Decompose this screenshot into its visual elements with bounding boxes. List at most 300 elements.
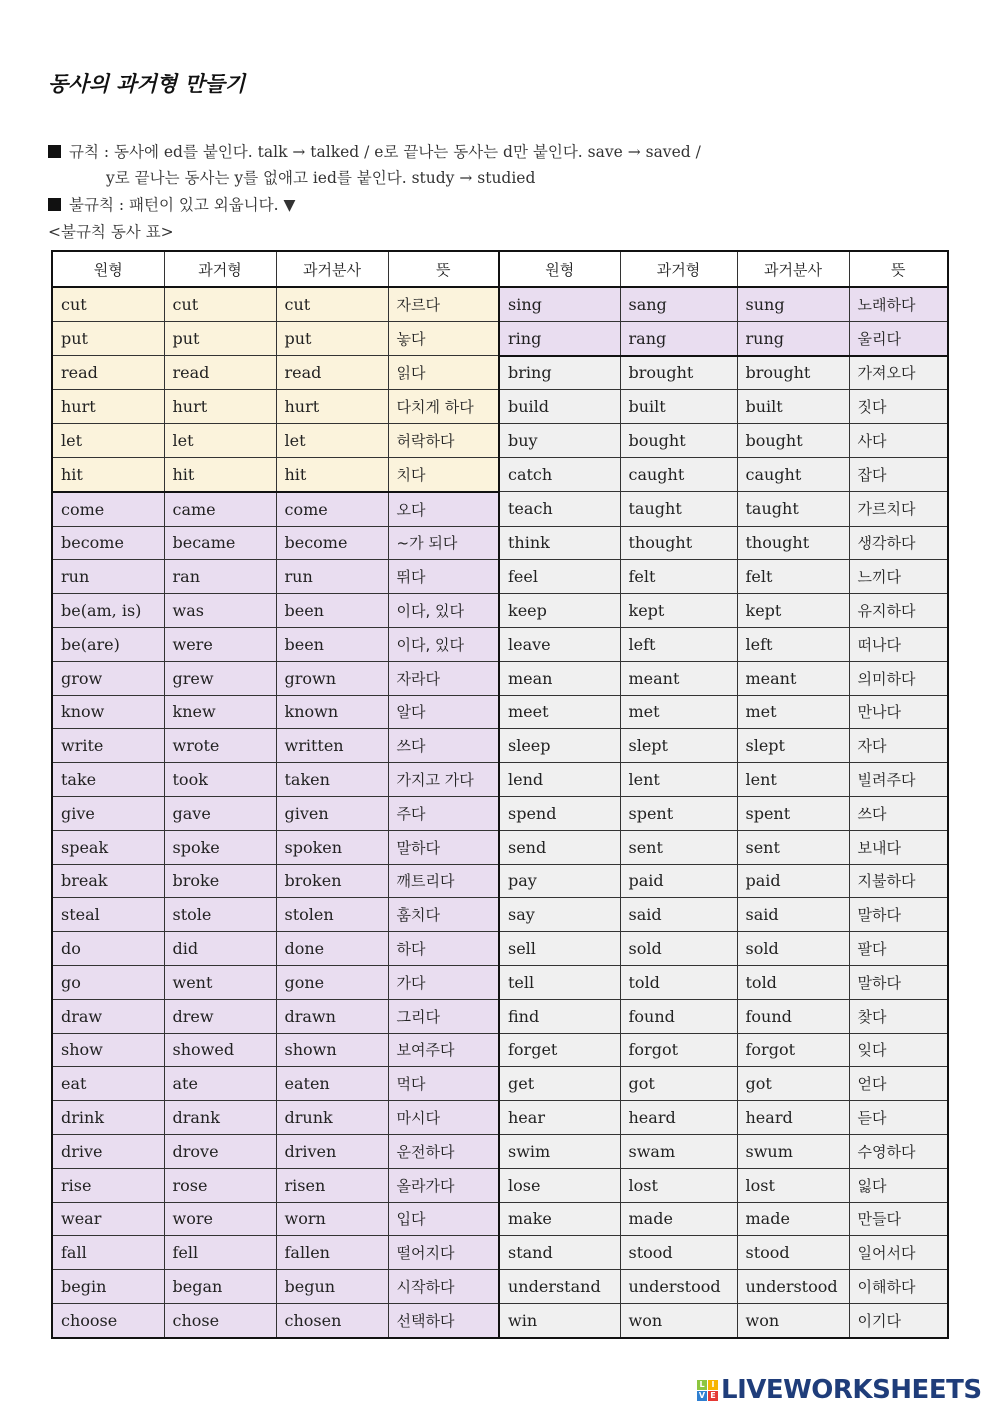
irregular-rule (48, 193, 295, 215)
table-row (52, 424, 948, 458)
verb-cell: hurt (164, 390, 276, 424)
verb-cell: given (276, 796, 388, 830)
verb-cell: become (276, 526, 388, 560)
table-row (52, 1236, 948, 1270)
meaning-cell: 잡다 (849, 457, 948, 491)
verb-cell: chose (164, 1303, 276, 1337)
meaning-cell: 치다 (388, 457, 499, 491)
verb-cell: paid (620, 864, 737, 898)
meaning-cell: 가지고 가다 (388, 763, 499, 797)
column-header: 과거분사 (737, 251, 849, 287)
verb-cell: read (52, 356, 164, 390)
verb-cell: let (276, 424, 388, 458)
verb-cell: begun (276, 1270, 388, 1304)
column-header: 뜻 (388, 251, 499, 287)
verb-cell: speak (52, 830, 164, 864)
verb-cell: known (276, 695, 388, 729)
verb-cell: drank (164, 1101, 276, 1135)
verb-cell: take (52, 763, 164, 797)
verb-cell: brought (737, 356, 849, 390)
meaning-cell: 오다 (388, 492, 499, 526)
verb-cell: said (620, 898, 737, 932)
verb-cell: find (499, 999, 620, 1033)
verb-cell: get (499, 1067, 620, 1101)
table-row (52, 898, 948, 932)
verb-cell: buy (499, 424, 620, 458)
verb-cell: meant (737, 661, 849, 695)
verb-cell: began (164, 1270, 276, 1304)
table-row (52, 287, 948, 321)
verb-cell: rang (620, 321, 737, 355)
verb-cell: sleep (499, 729, 620, 763)
verb-cell: go (52, 965, 164, 999)
table-row (52, 526, 948, 560)
verb-cell: was (164, 594, 276, 628)
table-row (52, 864, 948, 898)
meaning-cell: 자다 (849, 729, 948, 763)
logo-tile: L (697, 1380, 707, 1390)
verb-cell: grown (276, 661, 388, 695)
table-row (52, 661, 948, 695)
verb-cell: heard (737, 1101, 849, 1135)
verb-cell: be(am, is) (52, 594, 164, 628)
meaning-cell: 만나다 (849, 695, 948, 729)
verb-cell: spoke (164, 830, 276, 864)
verb-cell: felt (737, 560, 849, 594)
meaning-cell: 말하다 (849, 965, 948, 999)
verb-cell: became (164, 526, 276, 560)
verb-cell: bought (620, 424, 737, 458)
verb-cell: swum (737, 1134, 849, 1168)
column-header: 원형 (52, 251, 164, 287)
verb-cell: put (276, 321, 388, 355)
meaning-cell: 팔다 (849, 932, 948, 966)
verb-cell: done (276, 932, 388, 966)
column-header: 과거분사 (276, 251, 388, 287)
meaning-cell: 하다 (388, 932, 499, 966)
table-row (52, 390, 948, 424)
irregular-verb-table (51, 250, 949, 1339)
meaning-cell: 짓다 (849, 390, 948, 424)
verb-cell: write (52, 729, 164, 763)
verb-cell: ate (164, 1067, 276, 1101)
meaning-cell: 사다 (849, 424, 948, 458)
verb-cell: cut (52, 287, 164, 321)
verb-cell: grow (52, 661, 164, 695)
verb-cell: fell (164, 1236, 276, 1270)
verb-cell: hurt (52, 390, 164, 424)
verb-cell: rise (52, 1168, 164, 1202)
column-header: 과거형 (164, 251, 276, 287)
table-row (52, 1303, 948, 1337)
logo-text: LIVEWORKSHEETS (721, 1375, 982, 1405)
verb-cell: hit (52, 457, 164, 491)
regular-rule-text: 규칙 : 동사에 ed를 붙인다. talk → talked / e로 끝나는 동사는 d만 붙인다. save → saved / (69, 143, 701, 161)
verb-cell: sold (620, 932, 737, 966)
verb-cell: drove (164, 1134, 276, 1168)
verb-cell: draw (52, 999, 164, 1033)
bullet-square-icon (48, 198, 61, 211)
verb-cell: hit (164, 457, 276, 491)
verb-cell: met (737, 695, 849, 729)
meaning-cell: 일어서다 (849, 1236, 948, 1270)
meaning-cell: 운전하다 (388, 1134, 499, 1168)
verb-cell: felt (620, 560, 737, 594)
meaning-cell: 듣다 (849, 1101, 948, 1135)
table-row (52, 999, 948, 1033)
verb-cell: left (737, 627, 849, 661)
meaning-cell: 알다 (388, 695, 499, 729)
meaning-cell: 읽다 (388, 356, 499, 390)
verb-cell: caught (620, 457, 737, 491)
logo-tile: I (708, 1380, 718, 1390)
verb-cell: let (52, 424, 164, 458)
meaning-cell: 찾다 (849, 999, 948, 1033)
verb-cell: sung (737, 287, 849, 321)
meaning-cell: 지불하다 (849, 864, 948, 898)
logo-tile: V (698, 1390, 706, 1400)
verb-cell: written (276, 729, 388, 763)
verb-cell: steal (52, 898, 164, 932)
verb-cell: gave (164, 796, 276, 830)
verb-cell: bring (499, 356, 620, 390)
verb-cell: paid (737, 864, 849, 898)
meaning-cell: 빌려주다 (849, 763, 948, 797)
table-row (52, 321, 948, 355)
verb-cell: sold (737, 932, 849, 966)
verb-cell: knew (164, 695, 276, 729)
verb-cell: broke (164, 864, 276, 898)
verb-cell: wear (52, 1202, 164, 1236)
verb-cell: sang (620, 287, 737, 321)
table-caption: <불규칙 동사 표> (48, 223, 174, 241)
meaning-cell: 그리다 (388, 999, 499, 1033)
verb-cell: stood (620, 1236, 737, 1270)
verb-cell: built (620, 390, 737, 424)
table-row (52, 1101, 948, 1135)
verb-cell: left (620, 627, 737, 661)
verb-cell: stolen (276, 898, 388, 932)
liveworksheets-logo (697, 1375, 982, 1405)
meaning-cell: 유지하다 (849, 594, 948, 628)
verb-cell: bought (737, 424, 849, 458)
verb-cell: sent (737, 830, 849, 864)
verb-cell: stood (737, 1236, 849, 1270)
verb-cell: become (52, 526, 164, 560)
verb-cell: sent (620, 830, 737, 864)
verb-cell: forget (499, 1033, 620, 1067)
verb-cell: spent (620, 796, 737, 830)
meaning-cell: 허락하다 (388, 424, 499, 458)
verb-cell: keep (499, 594, 620, 628)
meaning-cell: 의미하다 (849, 661, 948, 695)
verb-cell: sell (499, 932, 620, 966)
meaning-cell: 자라다 (388, 661, 499, 695)
table-row (52, 1033, 948, 1067)
meaning-cell: 자르다 (388, 287, 499, 321)
verb-cell: fallen (276, 1236, 388, 1270)
verb-cell: cut (164, 287, 276, 321)
verb-cell: broken (276, 864, 388, 898)
verb-cell: heard (620, 1101, 737, 1135)
verb-cell: driven (276, 1134, 388, 1168)
meaning-cell: 다치게 하다 (388, 390, 499, 424)
verb-cell: been (276, 627, 388, 661)
verb-cell: found (620, 999, 737, 1033)
verb-cell: pay (499, 864, 620, 898)
irregular-rule-text: 불규칙 : 패턴이 있고 외웁니다. ▼ (69, 196, 296, 214)
verb-cell: rung (737, 321, 849, 355)
verb-cell: said (737, 898, 849, 932)
meaning-cell: 훔치다 (388, 898, 499, 932)
verb-cell: did (164, 932, 276, 966)
verb-cell: spend (499, 796, 620, 830)
meaning-cell: 보내다 (849, 830, 948, 864)
verb-cell: swim (499, 1134, 620, 1168)
verb-cell: stand (499, 1236, 620, 1270)
meaning-cell: 가르치다 (849, 492, 948, 526)
verb-cell: caught (737, 457, 849, 491)
verb-cell: risen (276, 1168, 388, 1202)
verb-cell: worn (276, 1202, 388, 1236)
verb-cell: say (499, 898, 620, 932)
verb-cell: read (164, 356, 276, 390)
verb-cell: stole (164, 898, 276, 932)
verb-cell: spent (737, 796, 849, 830)
meaning-cell: 선택하다 (388, 1303, 499, 1337)
verb-cell: gone (276, 965, 388, 999)
verb-cell: drew (164, 999, 276, 1033)
verb-cell: put (52, 321, 164, 355)
meaning-cell: 만들다 (849, 1202, 948, 1236)
table-row (52, 1067, 948, 1101)
meaning-cell: 쓰다 (849, 796, 948, 830)
verb-cell: hit (276, 457, 388, 491)
verb-cell: taught (737, 492, 849, 526)
verb-cell: eaten (276, 1067, 388, 1101)
verb-cell: leave (499, 627, 620, 661)
verb-cell: taught (620, 492, 737, 526)
verb-cell: drawn (276, 999, 388, 1033)
verb-cell: went (164, 965, 276, 999)
meaning-cell: 이해하다 (849, 1270, 948, 1304)
meaning-cell: 올라가다 (388, 1168, 499, 1202)
verb-cell: catch (499, 457, 620, 491)
meaning-cell: 말하다 (388, 830, 499, 864)
verb-cell: thought (620, 526, 737, 560)
column-header: 뜻 (849, 251, 948, 287)
verb-cell: break (52, 864, 164, 898)
table-row (52, 457, 948, 491)
meaning-cell: 깨트리다 (388, 864, 499, 898)
verb-cell: told (620, 965, 737, 999)
meaning-cell: ~가 되다 (388, 526, 499, 560)
table-header-row (52, 251, 948, 287)
verb-cell: won (620, 1303, 737, 1337)
verb-cell: chosen (276, 1303, 388, 1337)
verb-cell: thought (737, 526, 849, 560)
verb-cell: win (499, 1303, 620, 1337)
meaning-cell: 마시다 (388, 1101, 499, 1135)
verb-cell: drunk (276, 1101, 388, 1135)
meaning-cell: 이기다 (849, 1303, 948, 1337)
verb-cell: drive (52, 1134, 164, 1168)
column-header: 원형 (499, 251, 620, 287)
meaning-cell: 이다, 있다 (388, 594, 499, 628)
meaning-cell: 말하다 (849, 898, 948, 932)
table-row (52, 965, 948, 999)
verb-cell: slept (737, 729, 849, 763)
table-row (52, 763, 948, 797)
verb-cell: lost (620, 1168, 737, 1202)
meaning-cell: 입다 (388, 1202, 499, 1236)
verb-cell: let (164, 424, 276, 458)
meaning-cell: 주다 (388, 796, 499, 830)
verb-cell: choose (52, 1303, 164, 1337)
table-row (52, 796, 948, 830)
verb-cell: tell (499, 965, 620, 999)
verb-cell: shown (276, 1033, 388, 1067)
verb-cell: run (276, 560, 388, 594)
verb-cell: drink (52, 1101, 164, 1135)
meaning-cell: 가다 (388, 965, 499, 999)
verb-cell: hear (499, 1101, 620, 1135)
meaning-cell: 떠나다 (849, 627, 948, 661)
meaning-cell: 노래하다 (849, 287, 948, 321)
verb-cell: taken (276, 763, 388, 797)
table-row (52, 729, 948, 763)
verb-cell: made (620, 1202, 737, 1236)
table-row (52, 1134, 948, 1168)
table-row (52, 1168, 948, 1202)
verb-cell: give (52, 796, 164, 830)
meaning-cell: 시작하다 (388, 1270, 499, 1304)
verb-cell: meant (620, 661, 737, 695)
meaning-cell: 울리다 (849, 321, 948, 355)
table-row (52, 695, 948, 729)
verb-cell: were (164, 627, 276, 661)
verb-cell: found (737, 999, 849, 1033)
verb-cell: met (620, 695, 737, 729)
table-row (52, 1270, 948, 1304)
verb-cell: build (499, 390, 620, 424)
regular-rule-continued: y로 끝나는 동사는 y를 없애고 ied를 붙인다. study → studied (106, 169, 536, 187)
verb-cell: meet (499, 695, 620, 729)
verb-cell: show (52, 1033, 164, 1067)
verb-cell: got (620, 1067, 737, 1101)
verb-cell: got (737, 1067, 849, 1101)
verb-cell: lend (499, 763, 620, 797)
logo-tiles-icon (697, 1380, 718, 1401)
verb-cell: kept (620, 594, 737, 628)
table-row (52, 492, 948, 526)
verb-cell: took (164, 763, 276, 797)
meaning-cell: 뛰다 (388, 560, 499, 594)
verb-cell: be(are) (52, 627, 164, 661)
verb-cell: built (737, 390, 849, 424)
verb-cell: begin (52, 1270, 164, 1304)
table-row (52, 1202, 948, 1236)
logo-tile: E (708, 1391, 718, 1401)
verb-cell: slept (620, 729, 737, 763)
verb-cell: think (499, 526, 620, 560)
verb-cell: spoken (276, 830, 388, 864)
verb-cell: cut (276, 287, 388, 321)
meaning-cell: 놓다 (388, 321, 499, 355)
verb-cell: ring (499, 321, 620, 355)
bullet-square-icon (48, 145, 61, 158)
verb-cell: know (52, 695, 164, 729)
table-row (52, 594, 948, 628)
verb-cell: showed (164, 1033, 276, 1067)
meaning-cell: 수영하다 (849, 1134, 948, 1168)
verb-cell: run (52, 560, 164, 594)
table-row (52, 356, 948, 390)
verb-cell: come (276, 492, 388, 526)
page-title: 동사의 과거형 만들기 (48, 72, 246, 96)
table-row (52, 560, 948, 594)
verb-cell: understood (737, 1270, 849, 1304)
verb-cell: swam (620, 1134, 737, 1168)
verb-cell: sing (499, 287, 620, 321)
meaning-cell: 생각하다 (849, 526, 948, 560)
verb-cell: lose (499, 1168, 620, 1202)
verb-cell: hurt (276, 390, 388, 424)
verb-cell: mean (499, 661, 620, 695)
verb-cell: wore (164, 1202, 276, 1236)
verb-cell: forgot (620, 1033, 737, 1067)
verb-cell: put (164, 321, 276, 355)
verb-cell: lent (737, 763, 849, 797)
verb-cell: understand (499, 1270, 620, 1304)
verb-cell: told (737, 965, 849, 999)
meaning-cell: 떨어지다 (388, 1236, 499, 1270)
verb-cell: rose (164, 1168, 276, 1202)
meaning-cell: 잃다 (849, 1168, 948, 1202)
verb-cell: lent (620, 763, 737, 797)
verb-cell: forgot (737, 1033, 849, 1067)
verb-cell: do (52, 932, 164, 966)
meaning-cell: 보여주다 (388, 1033, 499, 1067)
meaning-cell: 잊다 (849, 1033, 948, 1067)
verb-cell: understood (620, 1270, 737, 1304)
table-row (52, 627, 948, 661)
verb-cell: won (737, 1303, 849, 1337)
meaning-cell: 이다, 있다 (388, 627, 499, 661)
verb-cell: brought (620, 356, 737, 390)
table-row (52, 830, 948, 864)
verb-cell: ran (164, 560, 276, 594)
meaning-cell: 먹다 (388, 1067, 499, 1101)
regular-rule (48, 140, 701, 162)
verb-cell: lost (737, 1168, 849, 1202)
meaning-cell: 가져오다 (849, 356, 948, 390)
verb-cell: feel (499, 560, 620, 594)
verb-cell: kept (737, 594, 849, 628)
verb-cell: wrote (164, 729, 276, 763)
column-header: 과거형 (620, 251, 737, 287)
meaning-cell: 느끼다 (849, 560, 948, 594)
verb-cell: teach (499, 492, 620, 526)
verb-cell: came (164, 492, 276, 526)
verb-cell: come (52, 492, 164, 526)
verb-cell: eat (52, 1067, 164, 1101)
verb-cell: been (276, 594, 388, 628)
verb-cell: grew (164, 661, 276, 695)
verb-cell: fall (52, 1236, 164, 1270)
meaning-cell: 쓰다 (388, 729, 499, 763)
verb-cell: made (737, 1202, 849, 1236)
